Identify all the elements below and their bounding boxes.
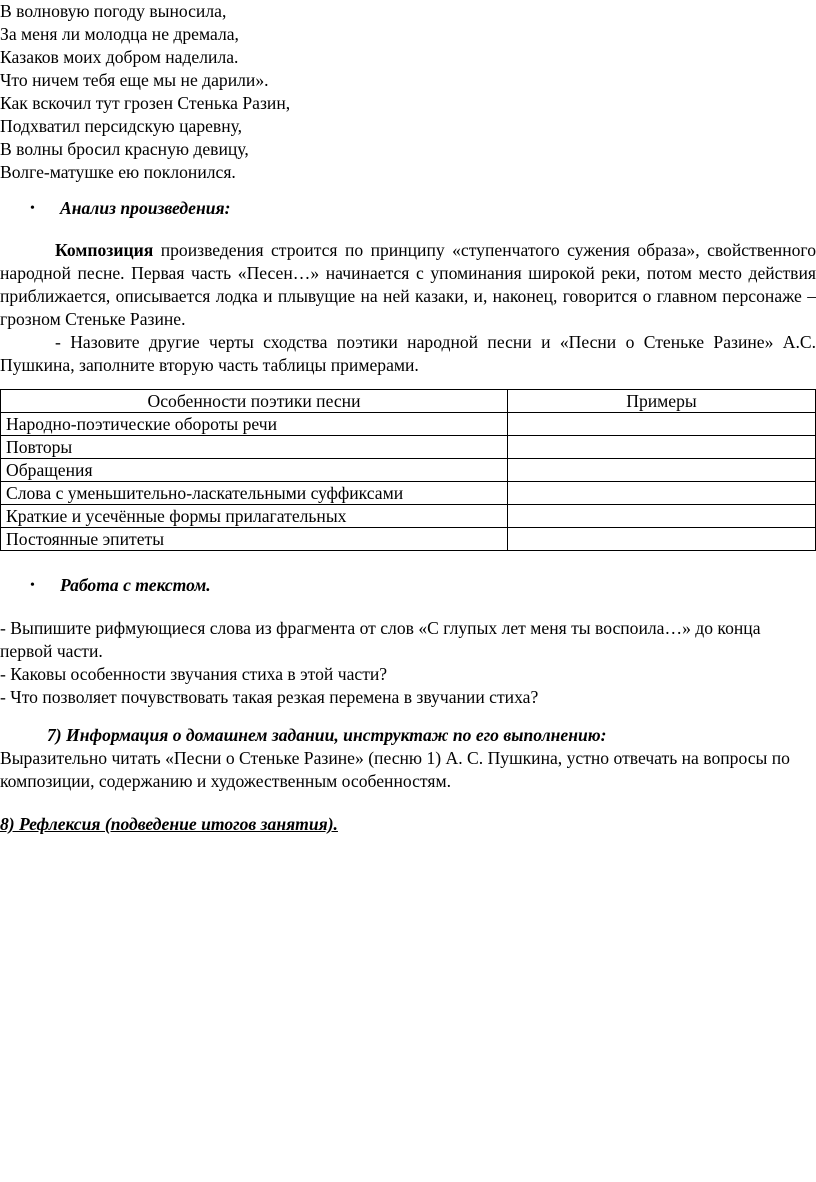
table-cell-feature: Краткие и усечённые формы прилагательных [1, 505, 508, 528]
table-row [1, 528, 816, 551]
poem-line: В волновую погоду выносила, [0, 1, 227, 21]
poem-fragment [0, 0, 290, 184]
poetics-table [0, 389, 816, 551]
homework-text [0, 747, 816, 793]
table-cell-feature: Обращения [1, 459, 508, 482]
text-work-heading-text: Работа с текстом. [60, 575, 211, 595]
table-header-row [1, 390, 816, 413]
bullet-icon: • [30, 201, 35, 216]
homework-instructions: Выразительно читать «Песни о Стеньке Разине» (песню 1) А. С. Пушкина, устно отвечать на вопросы по композиции, содержанию и художественным особенностям. [0, 748, 790, 791]
table-cell-example[interactable] [508, 459, 816, 482]
table-header-features: Особенности поэтики песни [1, 390, 508, 413]
poem-line: За меня ли молодца не дремала, [0, 24, 239, 44]
reflection-heading: 8) Рефлексия (подведение итогов занятия). [0, 814, 338, 834]
bullet-icon: • [30, 578, 35, 593]
composition-paragraph [0, 239, 816, 377]
poem-line: Волге-матушке ею поклонился. [0, 162, 236, 182]
table-cell-example[interactable] [508, 505, 816, 528]
table-cell-example[interactable] [508, 528, 816, 551]
analysis-heading-text: Анализ произведения: [60, 198, 231, 218]
homework-heading: 7) Информация о домашнем задании, инструктаж по его выполнению: [47, 725, 607, 745]
poem-line: Как вскочил тут грозен Стенька Разин, [0, 93, 291, 113]
table-row [1, 505, 816, 528]
table-cell-example[interactable] [508, 482, 816, 505]
poem-line: Казаков моих добром наделила. [0, 47, 239, 67]
table-header-examples: Примеры [508, 390, 816, 413]
poem-line: Подхватил персидскую царевну, [0, 116, 243, 136]
table-cell-feature: Повторы [1, 436, 508, 459]
table-task: - Назовите другие черты сходства поэтики народной песни и «Песни о Стеньке Разине» А.С. Пушкина, заполните вторую часть таблицы примерами. [0, 332, 816, 375]
question-item: - Выпишите рифмующиеся слова из фрагмента от слов «С глупых лет меня ты воспоила…» до конца первой части. [0, 618, 761, 661]
question-item: - Каковы особенности звучания стиха в этой части? [0, 664, 388, 684]
composition-text: произведения строится по принципу «ступенчатого сужения образа», свойственного народной песне. Первая часть «Песен…» начинается с упоминания широкой реки, потом место действия приближается, описывается лодка и плывущие на ней казаки, и, наконец, говорится о главном персонаже – грозном Стеньке Разине. [0, 240, 816, 329]
table-row [1, 459, 816, 482]
table-cell-feature: Постоянные эпитеты [1, 528, 508, 551]
table-cell-feature: Народно-поэтические обороты речи [1, 413, 508, 436]
table-row [1, 482, 816, 505]
question-item: - Что позволяет почувствовать такая резкая перемена в звучании стиха? [0, 687, 539, 707]
poem-line: Что ничем тебя еще мы не дарили». [0, 70, 269, 90]
table-row [1, 436, 816, 459]
table-cell-example[interactable] [508, 413, 816, 436]
composition-term: Композиция [55, 240, 154, 260]
table-cell-example[interactable] [508, 436, 816, 459]
table-row [1, 413, 816, 436]
poem-line: В волны бросил красную девицу, [0, 139, 249, 159]
table-cell-feature: Слова с уменьшительно-ласкательными суффиксами [1, 482, 508, 505]
text-work-questions [0, 617, 816, 709]
